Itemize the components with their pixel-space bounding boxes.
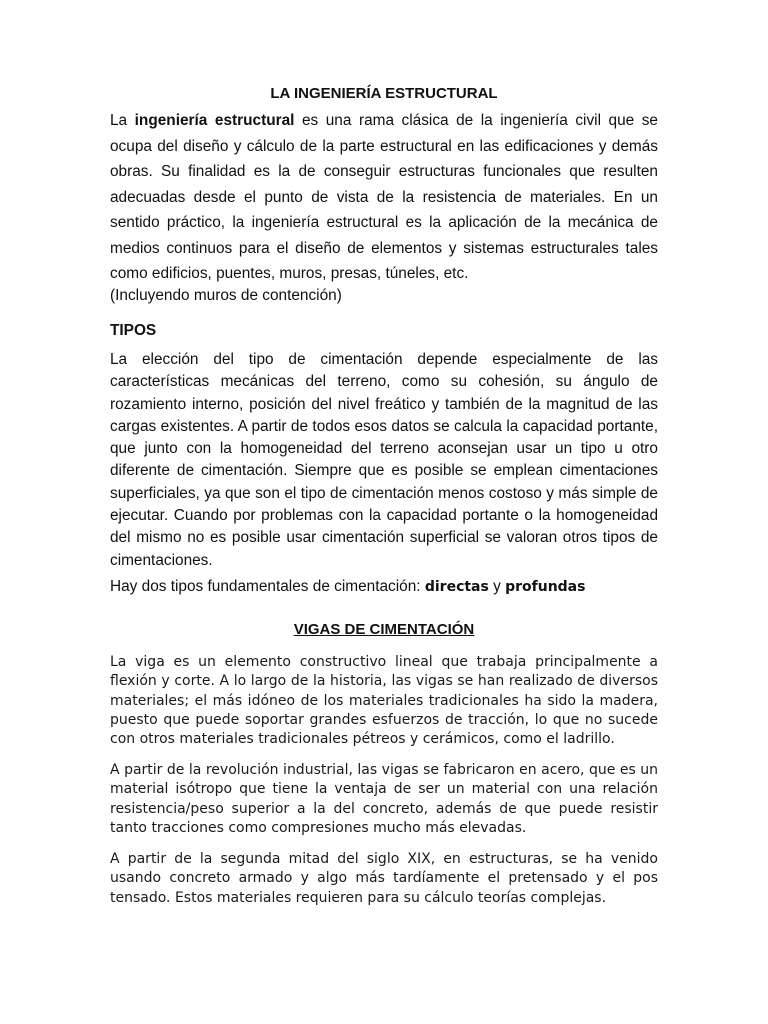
tipos-heading: TIPOS (110, 322, 157, 339)
vigas-paragraph: La viga es un elemento constructivo lineal que trabaja principalmente a flexión y corte. A lo largo de la historia, las vigas se han realizado de diversos materiales; el más idóneo de los materiales tradicionales ha sido la madera, puesto que puede soportar grandes esfuerzos de tracción, lo que no sucede con otros materiales tradicionales pétreos y cerámicos, como el ladrillo. (110, 654, 658, 748)
type-directas: directas (424, 579, 489, 595)
intro-prefix: La (110, 112, 135, 129)
intro-note: (Incluyendo muros de contención) (110, 287, 342, 304)
tipos-paragraph: La elección del tipo de cimentación depende especialmente de las características mecánicas del terreno, como su cohesión, su ángulo de rozamiento interno, posición del nivel freático y también de la magnitud de las cargas existentes. A partir de todos esos datos se calcula la capacidad portante, que junto con la homogeneidad del terreno aconsejan usar un tipo u otro diferente de cimentación. Siempre que es posible se emplean cimentaciones superficiales, ya que son el tipo de cimentación menos costoso y más simple de ejecutar. Cuando por problemas con la capacidad portante o la homogeneidad del mismo no es posible usar cimentación superficial se valoran otros tipos de cimentaciones. (110, 351, 658, 569)
type-connector: y (488, 578, 506, 595)
intro-paragraph (110, 108, 658, 287)
intro-text: es una rama clásica de la ingeniería civil que se ocupa del diseño y cálculo de la parte estructural en las edificaciones y demás obras. Su finalidad es la de conseguir estructuras funcionales que resulten adecuadas desde el punto de vista de la resistencia de materiales. En un sentido práctico, la ingeniería estructural es la aplicación de la mecánica de medios continuos para el diseño de elementos y sistemas estructurales tales como edificios, puentes, muros, presas, túneles, etc. (110, 112, 658, 282)
type-profundas: profundas (505, 579, 586, 595)
document-title: LA INGENIERÍA ESTRUCTURAL (270, 85, 498, 102)
intro-bold-term: ingeniería estructural (134, 112, 295, 129)
fundamental-prefix: Hay dos tipos fundamentales de cimentación: (110, 578, 425, 595)
vigas-paragraph: A partir de la segunda mitad del siglo XIX, en estructuras, se ha venido usando concreto armado y algo más tardíamente el pretensado y el pos tensado. Estos materiales requieren para su cálculo teorías complejas. (110, 851, 658, 906)
fundamental-types-line (110, 576, 585, 598)
vigas-paragraph: A partir de la revolución industrial, las vigas se fabricaron en acero, que es un material isótropo que tiene la ventaja de ser un material con una relación resistencia/peso superior a la del concreto, además de que puede resistir tanto tracciones como compresiones mucho más elevadas. (110, 762, 658, 836)
vigas-heading: VIGAS DE CIMENTACIÓN (293, 621, 475, 638)
